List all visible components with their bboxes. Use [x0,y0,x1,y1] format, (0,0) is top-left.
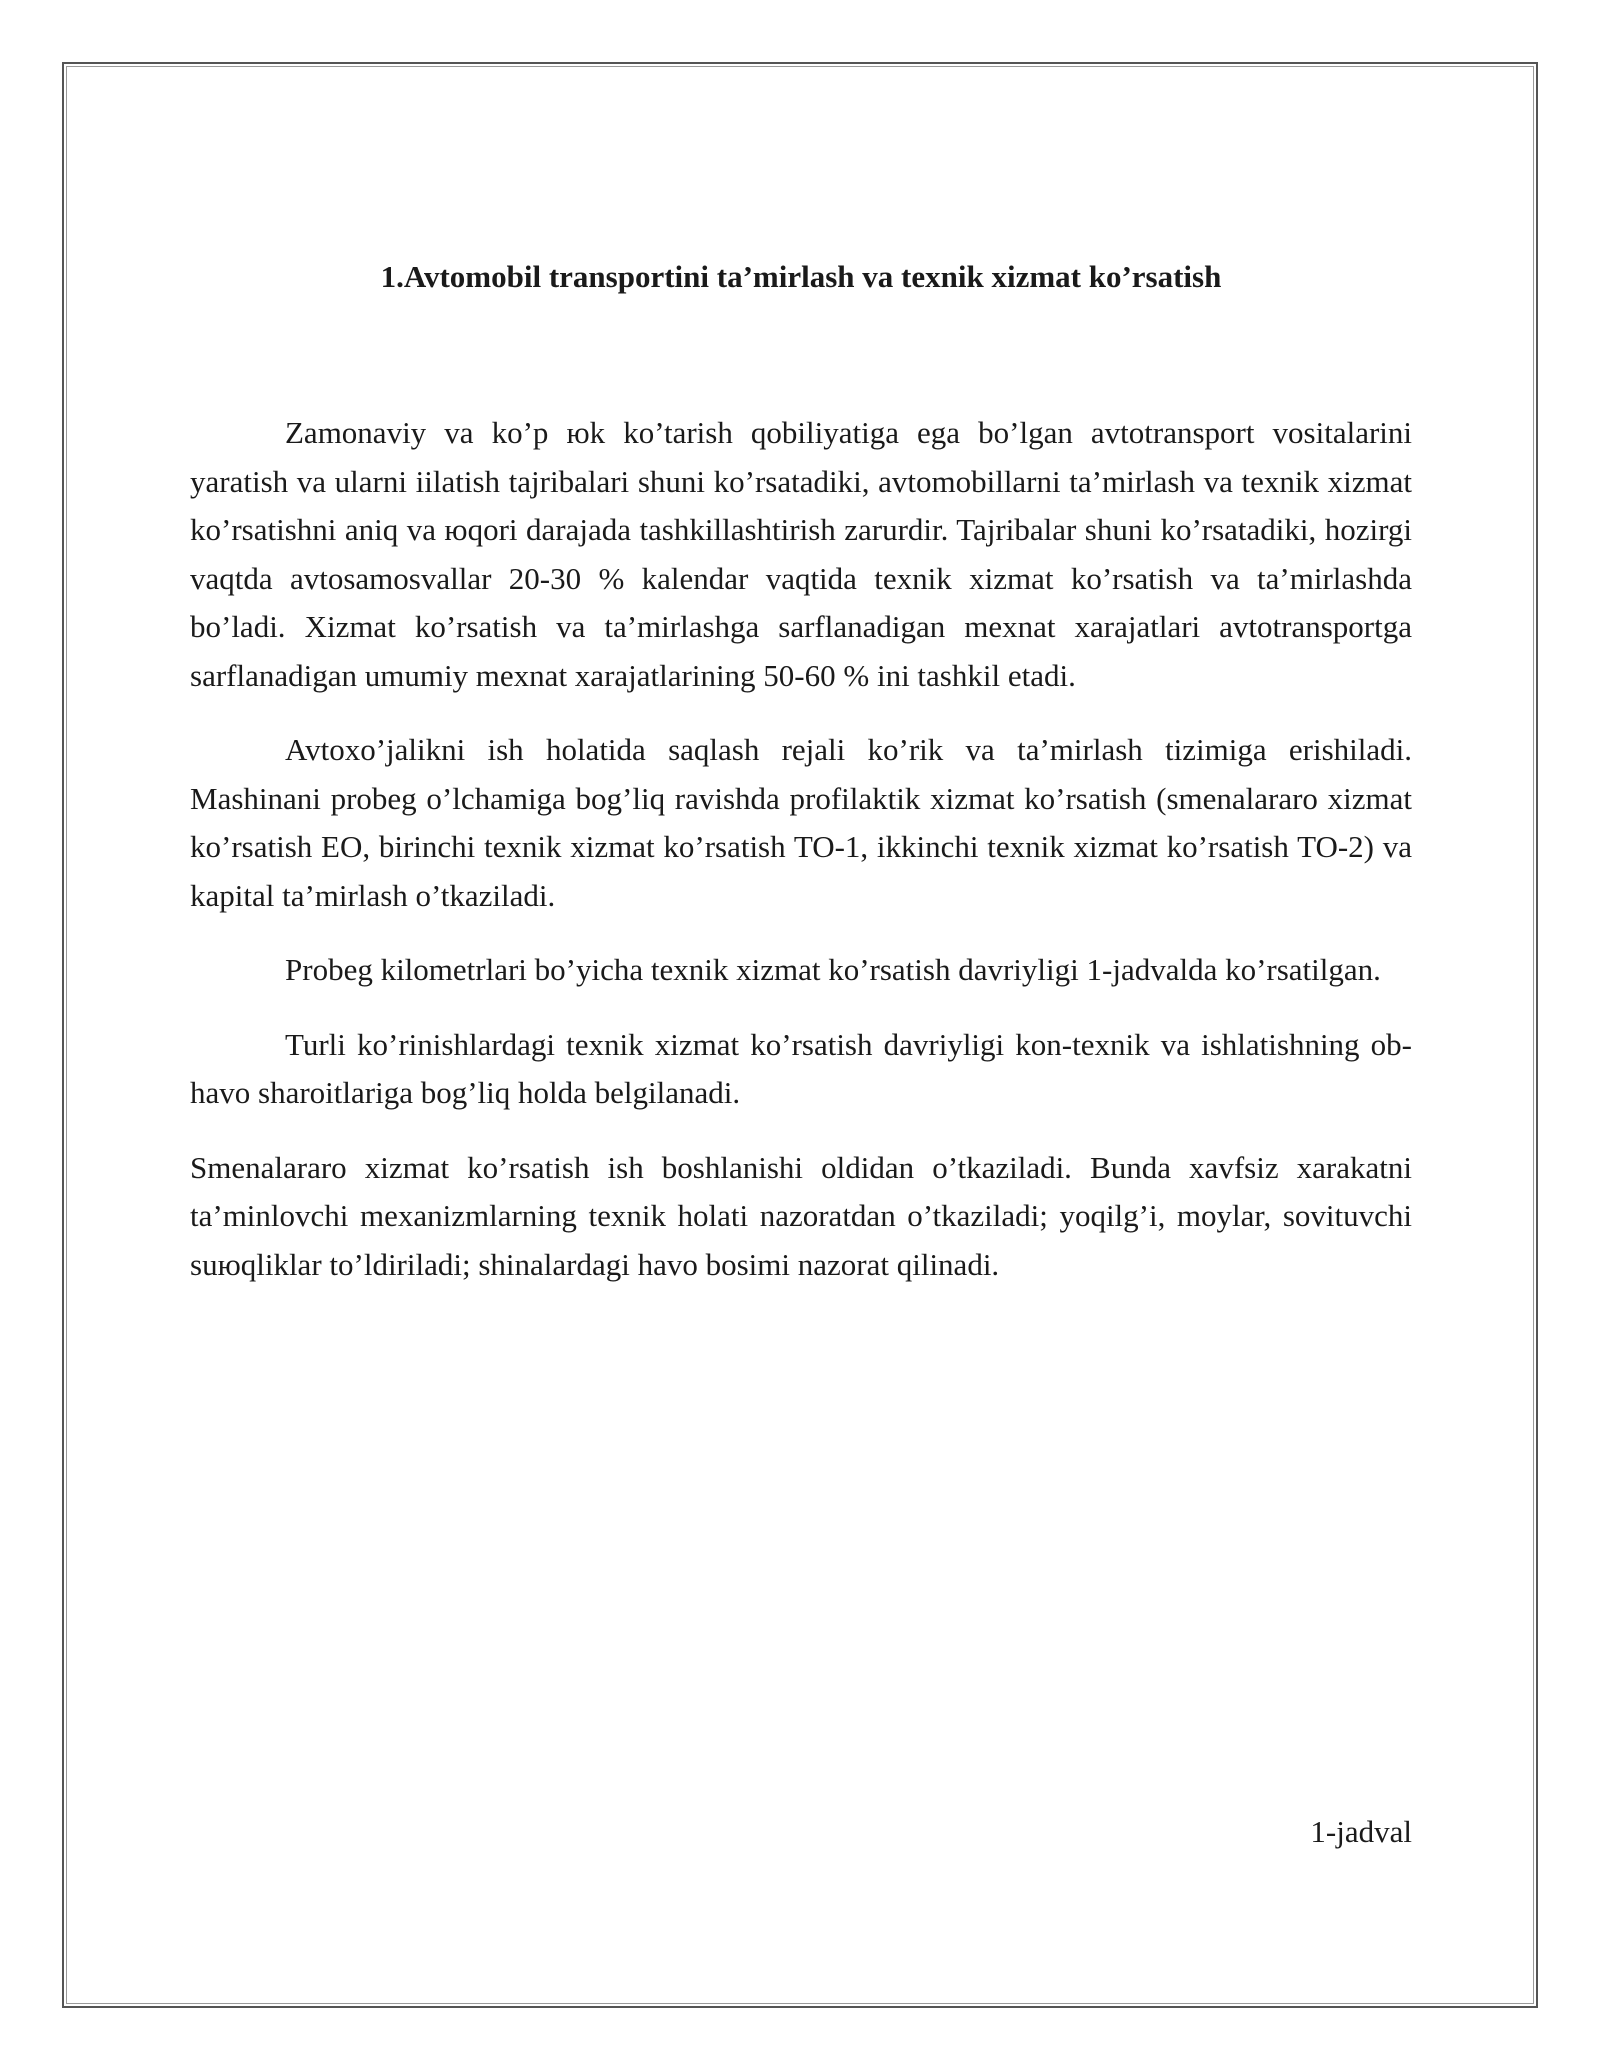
document-body [190,258,1412,1315]
paragraph-1: Zamonaviy va ko’p юk ko’tarish qobiliyatiga ega bo’lgan avtotransport vositalarini yaratish va ularni iilatish tajribalari shuni ko’rsatadiki, avtomobillarni ta’mirlash va texnik xizmat ko’rsatishni aniq va юqori darajada tashkillashtirish zarurdir. Tajribalar shuni ko’rsatadiki, hozirgi vaqtda avtosamosvallar 20-30 % kalendar vaqtida texnik xizmat ko’rsatish va ta’mirlashda bo’ladi. Xizmat ko’rsatish va ta’mirlashga sarflanadigan mexnat xarajatlari avtotransportga sarflanadigan umumiy mexnat xarajatlarining 50-60 % ini tashkil etadi. [190,415,1412,693]
paragraph-3: Probeg kilometrlari bo’yicha texnik xizmat ko’rsatish davriyligi 1-jadvalda ko’rsatilgan. [285,952,1381,988]
paragraph-2: Avtoxo’jalikni ish holatida saqlash rejali ko’rik va ta’mirlash tizimiga erishiladi. Mashinani probeg o’lchamiga bog’liq ravishda profilaktik xizmat ko’rsatish (smenalararo xizmat ko’rsatish EO, birinchi texnik xizmat ko’rsatish TO-1, ikkinchi texnik xizmat ko’rsatish TO-2) va kapital ta’mirlash o’tkaziladi. [190,732,1412,913]
table-label: 1-jadval [1310,1814,1412,1849]
paragraph-4: Turli ko’rinishlardagi texnik xizmat ko’rsatish davriyligi kon-texnik va ishlatishning ob-havo sharoitlariga bog’liq holda belgilanadi. [190,1026,1412,1111]
paragraph-5: Smenalararo xizmat ko’rsatish ish boshlanishi oldidan o’tkaziladi. Bunda xavfsiz xarakatni ta’minlovchi mexanizmlarning texnik holati nazoratdan o’tkaziladi; yoqilg’i, moylar, sovituvchi suюqliklar to’ldiriladi; shinalardagi havo bosimi nazorat qilinadi. [190,1149,1412,1282]
document-title: 1.Avtomobil transportini ta’mirlash va texnik xizmat ko’rsatish [380,259,1222,294]
